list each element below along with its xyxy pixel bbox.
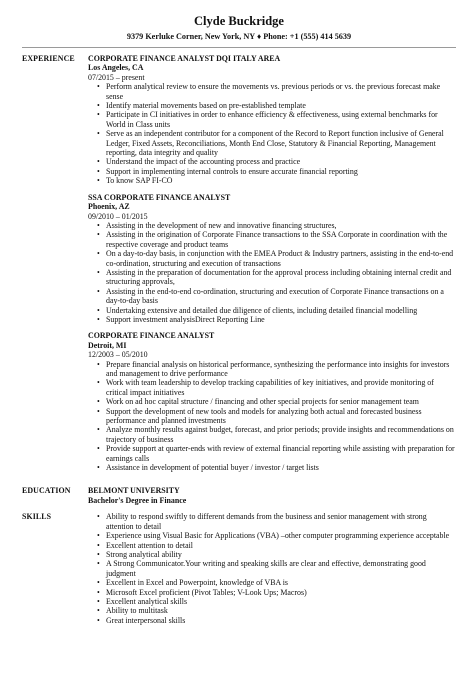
job-bullet: • Support investment analysisDirect Reporting Line [97, 315, 456, 324]
education-entry [88, 486, 456, 505]
job-bullet: • Participate in CI initiatives in order to enhance efficiency & effectiveness, using external benchmarks for World in Class units [97, 110, 456, 129]
job-bullet: • Support in implementing internal controls to ensure accurate financial reporting [97, 167, 456, 176]
skill-item: • Excellent in Excel and Powerpoint, knowledge of VBA is [97, 578, 456, 587]
skills-section [22, 512, 456, 625]
job-location: Los Angeles, CA [88, 63, 144, 73]
job-bullet-list [88, 82, 456, 185]
job-bullet: • Analyze monthly results against budget, forecast, and prior periods; provide insights and recommendations on trajectory of business [97, 425, 456, 444]
skills-body [88, 512, 456, 625]
job-location: Phoenix, AZ [88, 202, 130, 212]
job-bullet-list [88, 360, 456, 473]
job-bullet: • On a day-to-day basis, in conjunction with the EMEA Product & Industry partners, assisting in the end-to-end co-ordination, structuring and execution of transactions [97, 249, 456, 268]
skill-item: • Excellent analytical skills [97, 597, 456, 606]
skill-item: • Ability to respond swiftly to different demands from the business and senior management with strong attention to detail [97, 512, 456, 531]
job-bullet: • Prepare financial analysis on historical performance, synthesizing the performance into insights for investors and management to drive performance [97, 360, 456, 379]
skill-item: • Excellent attention to detail [97, 541, 456, 550]
job-bullet: • Serve as an independent contributor for a component of the Record to Report function inclusive of General Ledger, Fixed Assets, Reconciliations, Month End Close, Statutory & Financial Reporting, Management reporting, data integrity and quality [97, 129, 456, 157]
experience-section [22, 54, 456, 479]
job-bullet: • Work with team leadership to develop tracking capabilities of key initiatives, and provide monitoring of critical impact initiatives [97, 378, 456, 397]
job-entry [88, 54, 456, 186]
skills-heading: SKILLS [22, 512, 52, 522]
job-dates: 07/2015 – present [88, 72, 145, 82]
experience-list [88, 54, 456, 479]
job-title: CORPORATE FINANCE ANALYST [88, 331, 215, 341]
school-name: BELMONT UNIVERSITY [88, 486, 180, 496]
experience-heading: EXPERIENCE [22, 54, 75, 63]
job-location: Detroit, MI [88, 340, 127, 350]
header-divider [22, 47, 456, 48]
skill-item: • A Strong Communicator.Your writing and speaking skills are clear and effective, demonstrating good judgment [97, 559, 456, 578]
job-bullet-list [88, 221, 456, 324]
job-bullet: • Assisting in the development of new and innovative financing structures, [97, 221, 456, 230]
job-entry [88, 193, 456, 325]
candidate-name: Clyde Buckridge [194, 14, 284, 28]
job-bullet: • Assistance in development of potential buyer / investor / target lists [97, 463, 456, 472]
contact-line: 9379 Kerluke Corner, New York, NY ♦ Phone: +1 (555) 414 5639 [126, 32, 352, 41]
job-bullet: • Assisting in the origination of Corporate Finance transactions to the SSA Corporate in coordination with the respective coverage and product teams [97, 230, 456, 249]
job-bullet: • Undertaking extensive and detailed due diligence of clients, including detailed financial modelling [97, 306, 456, 315]
job-bullet: • Support the development of new tools and models for analyzing both actual and forecasted business performance and planned investments [97, 407, 456, 426]
job-bullet: • To know SAP FI-CO [97, 176, 456, 185]
skill-item: • Microsoft Excel proficient (Pivot Tables; V-Look Ups; Macros) [97, 588, 456, 597]
resume-header [22, 14, 456, 42]
job-entry [88, 331, 456, 472]
job-dates: 12/2003 – 05/2010 [88, 350, 148, 360]
job-bullet: • Perform analytical review to ensure the movements vs. previous periods or vs. the previous forecast make sense [97, 82, 456, 101]
education-heading: EDUCATION [22, 486, 71, 496]
skills-list [88, 512, 456, 625]
skill-item: • Ability to multitask [97, 606, 456, 615]
skill-item: • Strong analytical ability [97, 550, 456, 559]
degree-name: Bachelor's Degree in Finance [88, 495, 187, 505]
skill-item: • Great interpersonal skills [97, 616, 456, 625]
job-bullet: • Understand the impact of the accounting process and practice [97, 157, 456, 166]
job-bullet: • Assisting in the preparation of documentation for the approval process including obtaining internal credit and structuring approvals, [97, 268, 456, 287]
job-bullet: • Assisting in the end-to-end co-ordination, structuring and execution of Corporate Finance transactions on a day-to-day basis [97, 287, 456, 306]
job-bullet: • Identify material movements based on pre-established template [97, 101, 456, 110]
skill-item: • Experience using Visual Basic for Applications (VBA) –other computer programming experience acceptable [97, 531, 456, 540]
job-bullet: • Provide support at quarter-ends with review of external financial reporting while assisting with preparation for earnings calls [97, 444, 456, 463]
education-section [22, 486, 456, 505]
job-title: SSA CORPORATE FINANCE ANALYST [88, 192, 231, 202]
job-dates: 09/2010 – 01/2015 [88, 211, 148, 221]
job-bullet: • Work on ad hoc capital structure / financing and other special projects for senior management team [97, 397, 456, 406]
job-title: CORPORATE FINANCE ANALYST DQI ITALY AREA [88, 54, 281, 63]
